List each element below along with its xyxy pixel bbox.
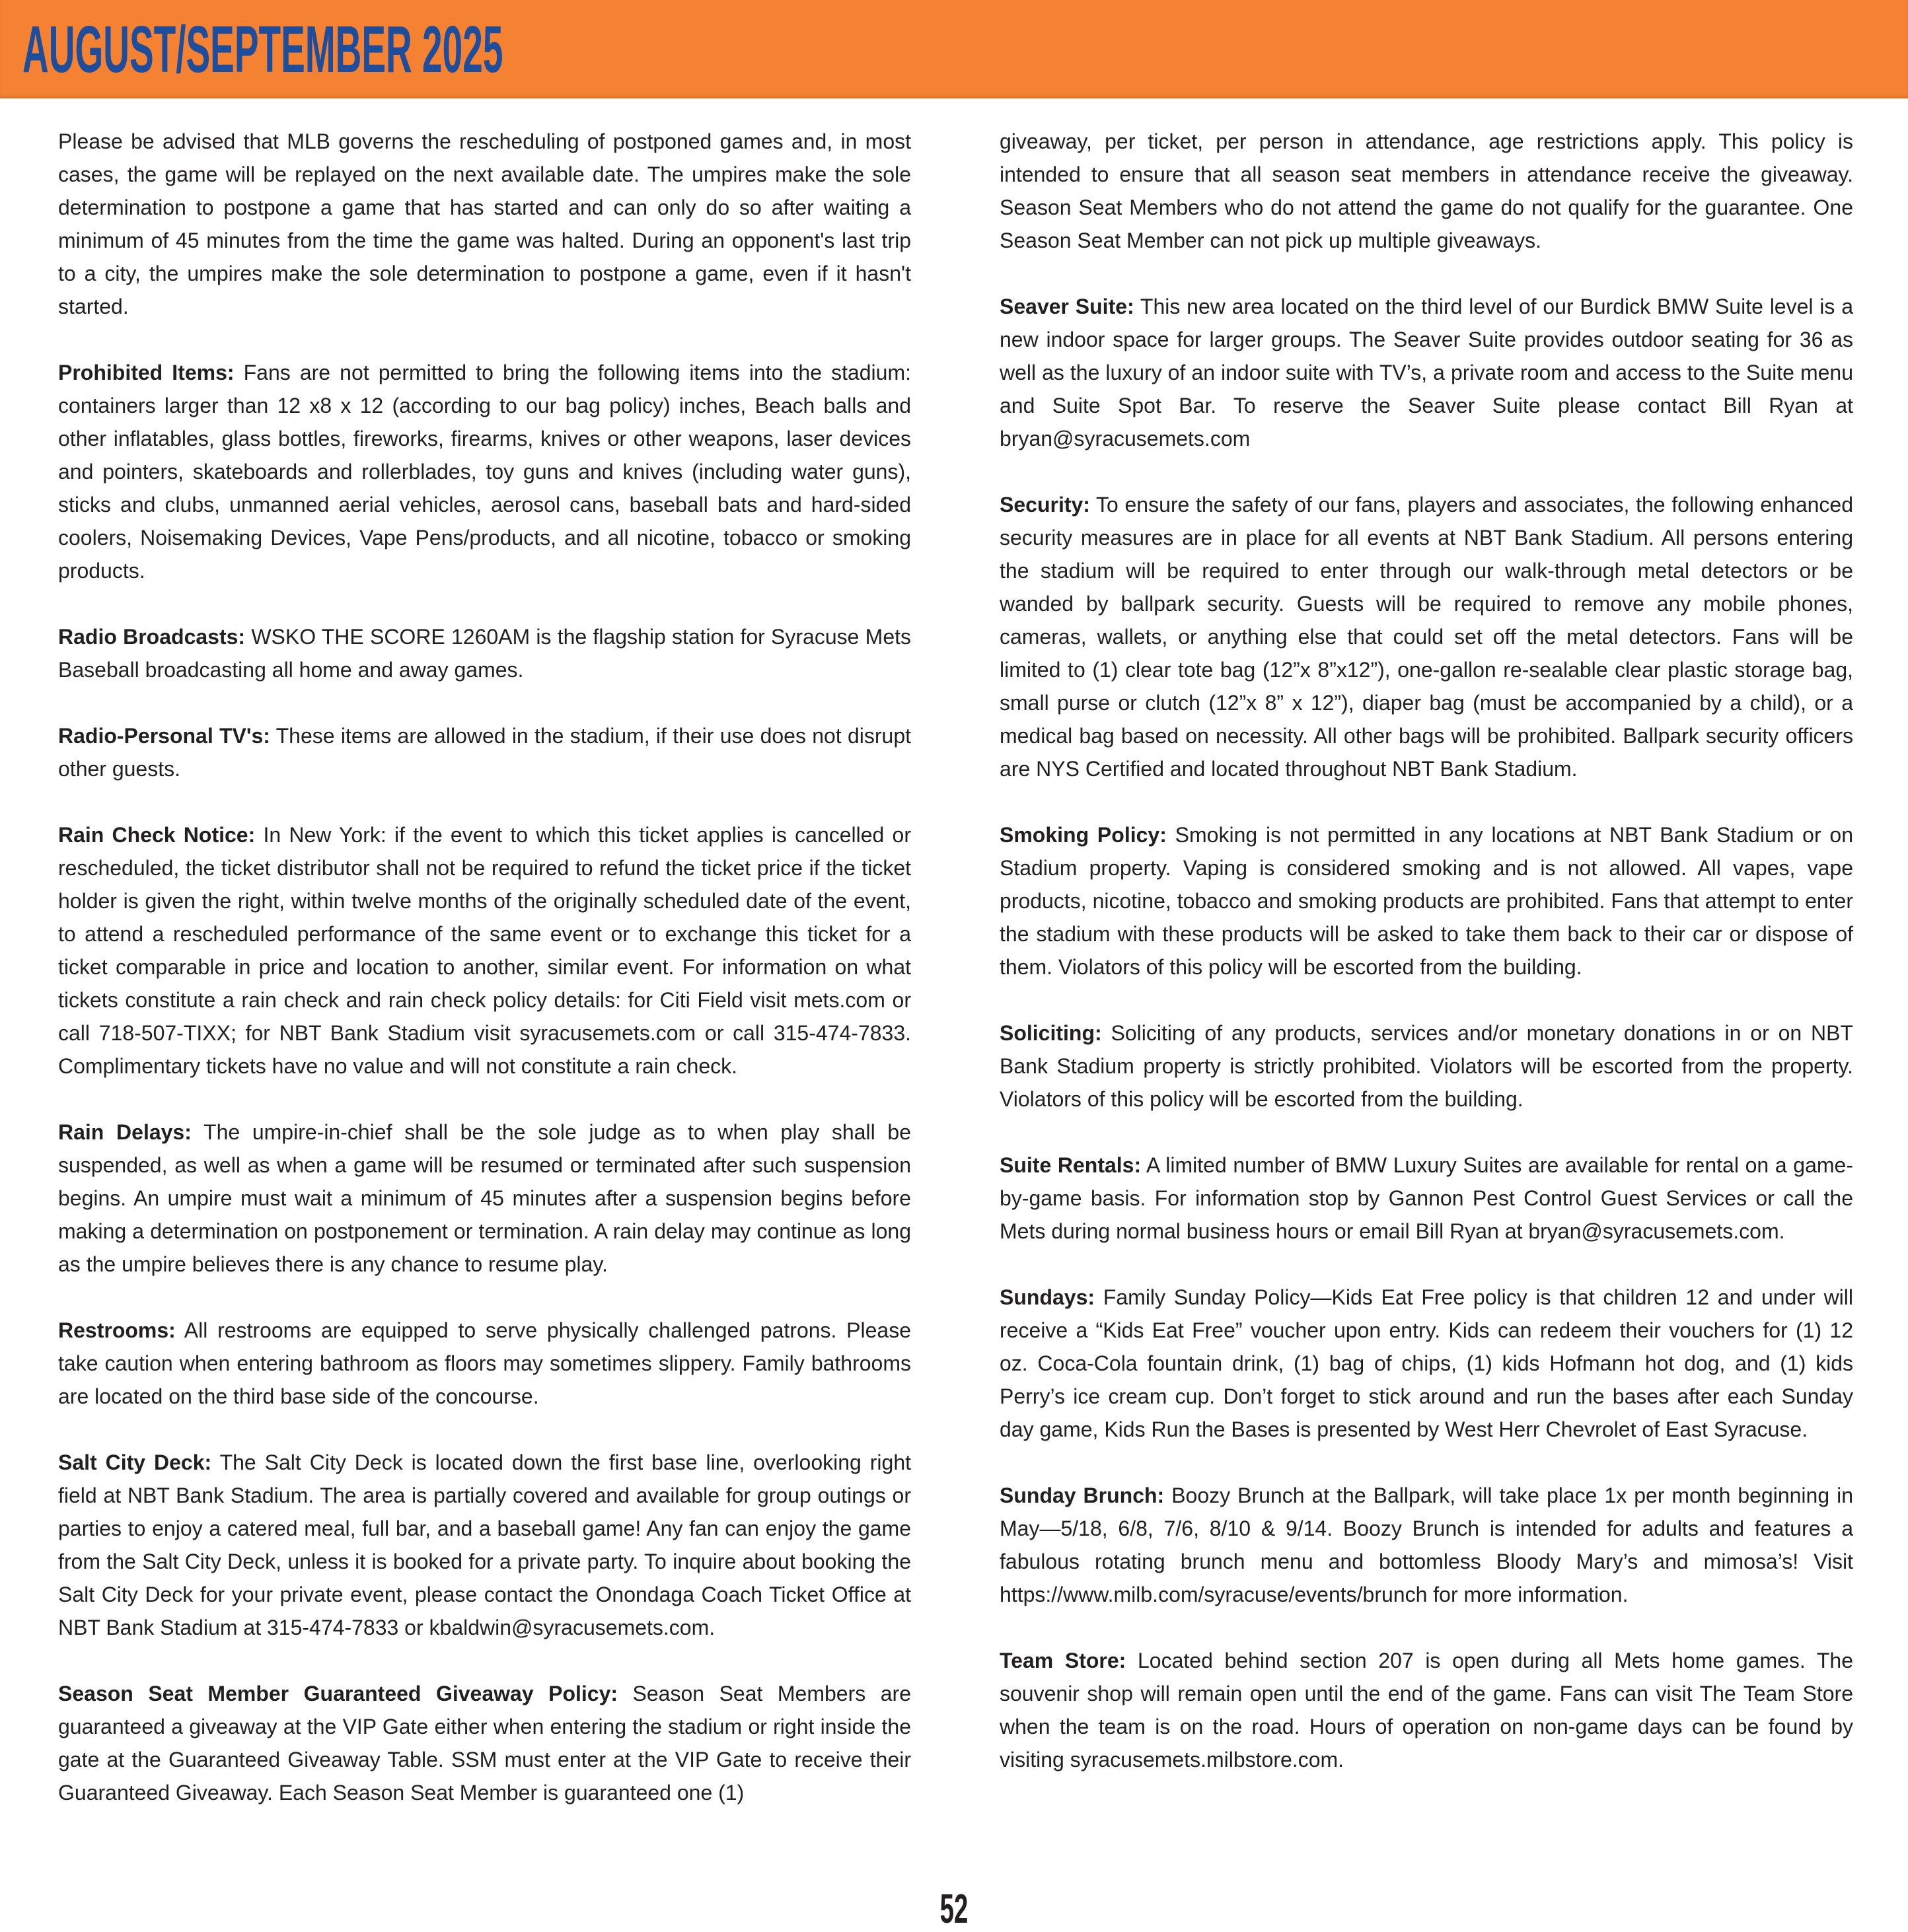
paragraph-label: Restrooms: bbox=[58, 1318, 176, 1342]
paragraph-radio-personal-tvs bbox=[58, 719, 911, 785]
paragraph-text: Located behind section 207 is open during all Mets home games. The souvenir shop will remain open until the end of the game. Fans can visit The Team Store when the team is on the road. Hours of operation on non-game days can be found by visiting syracusemets.milbstore.com. bbox=[1000, 1649, 1854, 1771]
page-header bbox=[0, 0, 1908, 98]
paragraph-label: Seaver Suite: bbox=[1000, 295, 1134, 318]
paragraph-label: Rain Check Notice: bbox=[58, 823, 256, 847]
page-number: 52 bbox=[939, 1886, 969, 1932]
paragraph-label: Team Store: bbox=[1000, 1649, 1126, 1672]
paragraph-text: In New York: if the event to which this ticket applies is cancelled or rescheduled, the ticket distributor shall not be required to refund the ticket price if the ticket holder is given the right, within twelve months of the originally scheduled date of the event, to attend a rescheduled performance of the same event or to exchange this ticket for a ticket comparable in price and location to another, similar event. For information on what tickets constitute a rain check and rain check policy details: for Citi Field visit mets.com or call 718-507-TIXX; for NBT Bank Stadium visit syracusemets.com or call 315-474-7833. Complimentary tickets have no value and will not constitute a rain check. bbox=[58, 823, 912, 1078]
paragraph-label: Salt City Deck: bbox=[58, 1450, 212, 1474]
paragraph-text: WSKO THE SCORE 1260AM is the flagship station for Syracuse Mets Baseball broadcasting all home and away games. bbox=[58, 625, 912, 682]
paragraph-rain-delays bbox=[58, 1116, 911, 1281]
paragraph-prohibited-items bbox=[58, 356, 911, 587]
right-column bbox=[1000, 125, 1853, 1776]
paragraph-label: Soliciting: bbox=[1000, 1021, 1102, 1045]
paragraph-smoking-policy bbox=[1000, 818, 1853, 984]
paragraph-text: All restrooms are equipped to serve physically challenged patrons. Please take caution when entering bathroom as floors may sometimes slippery. Family bathrooms are located on the third base side of the concourse. bbox=[58, 1318, 912, 1408]
paragraph-text: Season Seat Members are guaranteed a giveaway at the VIP Gate either when entering the stadium or right inside the gate at the Guaranteed Giveaway Table. SSM must enter at the VIP Gate to receive their Guaranteed Giveaway. Each Season Seat Member is guaranteed one (1) bbox=[58, 1682, 911, 1805]
paragraph-label: Prohibited Items: bbox=[58, 361, 235, 384]
paragraph-sunday-brunch bbox=[1000, 1479, 1853, 1611]
paragraph-season-seat-giveaway bbox=[58, 1677, 911, 1809]
paragraph-label: Sundays: bbox=[1000, 1285, 1095, 1309]
paragraph-text: Smoking is not permitted in any locations at NBT Bank Stadium or on Stadium property. Vaping is considered smoking and is not allowed. All vapes, vape products, nicotine, tobacco and smoking products are prohibited. Fans that attempt to enter the stadium with these products will be asked to take them back to their car or dispose of them. Violators of this policy will be escorted from the building. bbox=[1000, 823, 1854, 979]
paragraph-text: giveaway, per ticket, per person in attendance, age restrictions apply. This policy is intended to ensure that all season seat members in attendance receive the giveaway. Season Seat Members who do not attend the game do not qualify for the guarantee. One Season Seat Member can not pick up multiple giveaways. bbox=[1000, 129, 1853, 252]
paragraph-giveaway-continued bbox=[1000, 125, 1853, 257]
paragraph-text: To ensure the safety of our fans, players and associates, the following enhanced security measures are in place for all events at NBT Bank Stadium. All persons entering the stadium will be required to enter through our walk-through metal detectors or be wanded by ballpark security. Guests will be required to remove any mobile phones, cameras, wallets, or anything else that could set off the metal detectors. Fans will be limited to (1) clear tote bag (12”x 8”x12”), one-gallon re-sealable clear plastic storage bag, small purse or clutch (12”x 8” x 12”), diaper bag (must be accompanied by a child), or a medical bag based on necessity. All other bags will be prohibited. Ballpark security officers are NYS Certified and located throughout NBT Bank Stadium. bbox=[1000, 493, 1854, 781]
paragraph-suite-rentals bbox=[1000, 1149, 1853, 1248]
page-title: AUGUST/SEPTEMBER 2025 bbox=[22, 12, 503, 87]
paragraph-text: The Salt City Deck is located down the first base line, overlooking right field at NBT Bank Stadium. The area is partially covered and available for group outings or parties to enjoy a catered meal, full bar, and a baseball game! Any fan can enjoy the game from the Salt City Deck, unless it is booked for a private party. To inquire about booking the Salt City Deck for your private event, please contact the Onondaga Coach Ticket Office at NBT Bank Stadium at 315-474-7833 or kbaldwin@syracusemets.com. bbox=[58, 1450, 912, 1639]
paragraph-radio-broadcasts bbox=[58, 620, 911, 686]
paragraph-label: Suite Rentals: bbox=[1000, 1153, 1142, 1177]
paragraph-text: Please be advised that MLB governs the rescheduling of postponed games and, in most cases, the game will be replayed on the next available date. The umpires make the sole determination to postpone a game that has started and can only do so after waiting a minimum of 45 minutes from the time the game was halted. During an opponent's last trip to a city, the umpires make the sole determination to postpone a game, even if it hasn't started. bbox=[58, 129, 911, 318]
paragraph-text: These items are allowed in the stadium, if their use does not disrupt other guests. bbox=[58, 724, 912, 781]
paragraph-text: Fans are not permitted to bring the following items into the stadium: containers larger than 12 x8 x 12 (according to our bag policy) inches, Beach balls and other inflatables, glass bottles, fireworks, firearms, knives or other weapons, laser devices and pointers, skateboards and rollerblades, toy guns and knives (including water guns), sticks and clubs, unmanned aerial vehicles, aerosol cans, baseball bats and hard-sided coolers, Noisemaking Devices, Vape Pens/products, and all nicotine, tobacco or smoking products. bbox=[58, 361, 912, 583]
paragraph-text: The umpire-in-chief shall be the sole judge as to when play shall be suspended, as well as when a game will be resumed or terminated after such suspension begins. An umpire must wait a minimum of 45 minutes after a suspension begins before making a determination on postponement or termination. A rain delay may continue as long as the umpire believes there is any chance to resume play. bbox=[58, 1120, 912, 1276]
paragraph-security bbox=[1000, 488, 1853, 785]
paragraph-label: Sunday Brunch: bbox=[1000, 1484, 1165, 1507]
paragraph-team-store bbox=[1000, 1644, 1853, 1776]
paragraph-soliciting bbox=[1000, 1017, 1853, 1116]
paragraph-label: Season Seat Member Guaranteed Giveaway Policy: bbox=[58, 1682, 618, 1705]
paragraph-label: Rain Delays: bbox=[58, 1120, 192, 1144]
left-column bbox=[58, 125, 911, 1809]
paragraph-label: Security: bbox=[1000, 493, 1090, 517]
paragraph-text: Boozy Brunch at the Ballpark, will take place 1x per month beginning in May—5/18, 6/8, 7/6, 8/10 & 9/14. Boozy Brunch is intended for adults and features a fabulous rotating brunch menu and bottomless Bloody Mary’s and mimosa’s! Visit https://www.milb.com/syracuse/events/brunch for more information. bbox=[1000, 1484, 1854, 1606]
paragraph-text: A limited number of BMW Luxury Suites are available for rental on a game-by-game basis. For information stop by Gannon Pest Control Guest Services or call the Mets during normal business hours or email Bill Ryan at bryan@syracusemets.com. bbox=[1000, 1153, 1854, 1243]
paragraph-sundays bbox=[1000, 1281, 1853, 1446]
paragraph-label: Radio Broadcasts: bbox=[58, 625, 246, 649]
paragraph-rain-check-notice bbox=[58, 818, 911, 1083]
paragraph-restrooms bbox=[58, 1314, 911, 1413]
paragraph-text: Soliciting of any products, services and/or monetary donations in or on NBT Bank Stadium property is strictly prohibited. Violators will be escorted from the property. Violators of this policy will be escorted from the building. bbox=[1000, 1021, 1854, 1111]
paragraph-seaver-suite bbox=[1000, 290, 1853, 455]
paragraph-label: Smoking Policy: bbox=[1000, 823, 1167, 847]
paragraph-salt-city-deck bbox=[58, 1446, 911, 1644]
paragraph-text: This new area located on the third level of our Burdick BMW Suite level is a new indoor space for larger groups. The Seaver Suite provides outdoor seating for 36 as well as the luxury of an indoor suite with TV’s, a private room and access to the Suite menu and Suite Spot Bar. To reserve the Seaver Suite please contact Bill Ryan at bryan@syracusemets.com bbox=[1000, 295, 1854, 450]
paragraph-label: Radio-Personal TV's: bbox=[58, 724, 270, 748]
paragraph-postponed-games bbox=[58, 125, 911, 323]
paragraph-text: Family Sunday Policy—Kids Eat Free policy is that children 12 and under will receive a “Kids Eat Free” voucher upon entry. Kids can redeem their vouchers for (1) 12 oz. Coca-Cola fountain drink, (1) bag of chips, (1) kids Hofmann hot dog, and (1) kids Perry’s ice cream cup. Don’t forget to stick around and run the bases after each Sunday day game, Kids Run the Bases is presented by West Herr Chevrolet of East Syracuse. bbox=[1000, 1285, 1853, 1441]
